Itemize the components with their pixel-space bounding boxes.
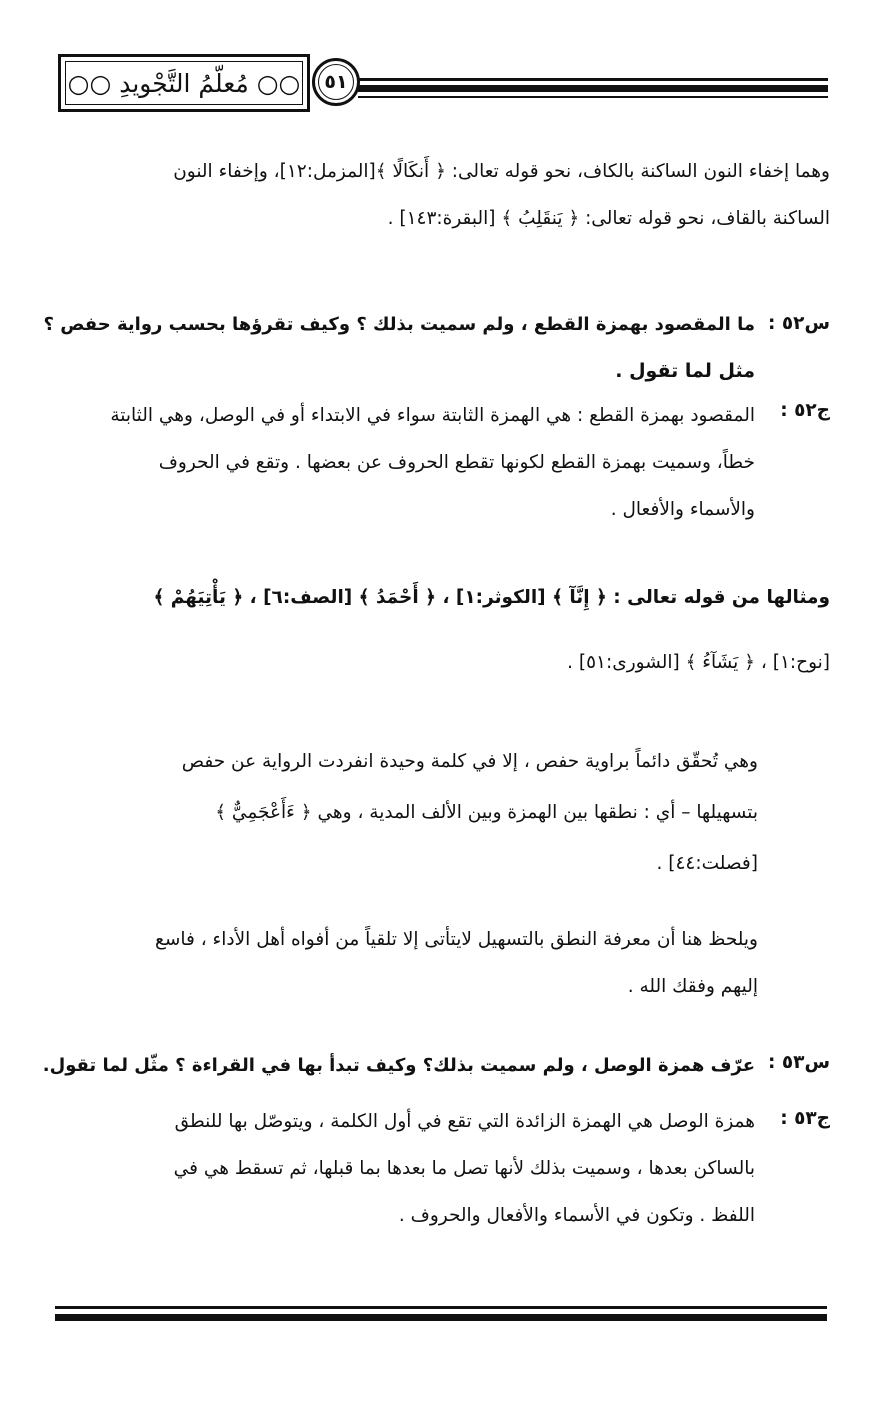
hafs-note-line-3: [فصلت:٤٤] . <box>656 853 758 874</box>
q52-label: س٥٢ : <box>768 313 830 334</box>
a53-line-2: بالساكن بعدها ، وسميت بذلك لأنها تصل ما بعدها بما قبلها، ثم تسقط هي في <box>173 1158 755 1179</box>
hafs-note-line-1: وهي تُحقّق دائماً براوية حفص ، إلا في كلمة وحيدة انفردت الرواية عن حفص <box>181 751 758 772</box>
a52-line-2: خطاً، وسميت بهمزة القطع لكونها تقطع الحروف عن بعضها . وتقع في الحروف <box>158 452 755 473</box>
book-title-frame <box>58 54 310 112</box>
remark-paragraph <box>43 916 758 1010</box>
q52-question <box>43 301 755 395</box>
hafs-note-line-2: بتسهيلها – أي : نطقها بين الهمزة وبين الألف المدية ، وهي ﴿ ءَأَعْجَمِيٌّ ﴾ <box>215 802 758 823</box>
header-rule <box>358 78 828 81</box>
a52-line-1: المقصود بهمزة القطع : هي الهمزة الثابتة سواء في الابتداء أو في الوصل، وهي الثابتة <box>110 405 755 426</box>
q52-line-1: ما المقصود بهمزة القطع ، ولم سميت بذلك ؟ وكيف تقرؤها بحسب رواية حفص ؟ <box>43 314 755 335</box>
remark-line-1: ويلحظ هنا أن معرفة النطق بالتسهيل لايتأتى إلا تلقياً من أفواه أهل الأداء ، فاسع <box>154 929 758 950</box>
footer-rule-thin <box>55 1306 827 1309</box>
a52-line-3: والأسماء والأفعال . <box>610 499 755 520</box>
header-rule-thin <box>358 96 828 98</box>
a52-answer <box>43 392 755 533</box>
header-rule-thick <box>358 85 828 92</box>
page-number: ٥١ <box>324 71 348 93</box>
hafs-note-paragraph <box>43 738 758 887</box>
a52-label: ج٥٢ : <box>780 400 830 421</box>
a53-answer <box>43 1098 755 1239</box>
examples-line-2: [نوح:١] ، ﴿ يَشَآءُ ﴾ [الشورى:٥١] . <box>567 652 830 673</box>
q53-question <box>43 1042 755 1089</box>
q52-line-2: مثل لما تقول . <box>615 360 755 382</box>
page-number-badge <box>312 58 360 106</box>
q53-line-1: عرّف همزة الوصل ، ولم سميت بذلك؟ وكيف تبدأ بها في القراءة ؟ مثّل لما تقول. <box>42 1055 755 1076</box>
footer-rule-thick <box>55 1314 827 1321</box>
examples-paragraph <box>45 574 830 686</box>
intro-line-1: وهما إخفاء النون الساكنة بالكاف، نحو قوله تعالى: ﴿ أَنكَالًا ﴾[المزمل:١٢]، وإخفاء النون <box>173 161 830 182</box>
a53-line-1: همزة الوصل هي الهمزة الزائدة التي تقع في أول الكلمة ، ويتوصّل بها للنطق <box>174 1111 755 1132</box>
q53-label: س٥٣ : <box>768 1052 830 1073</box>
book-title: ○○ مُعلّمُ التَّجْويدِ ○○ <box>67 68 301 98</box>
intro-paragraph <box>45 148 830 242</box>
remark-line-2: إليهم وفقك الله . <box>627 976 758 997</box>
examples-line-1: ومثالها من قوله تعالى : ﴿ إِنَّآ ﴾ [الكوثر:١] ، ﴿ أَحْمَدُ ﴾ [الصف:٦] ، ﴿ يَأْتِيَهُمْ ﴾ <box>153 587 830 608</box>
a53-line-3: اللفظ . وتكون في الأسماء والأفعال والحروف . <box>398 1205 755 1226</box>
intro-line-2: الساكنة بالقاف، نحو قوله تعالى: ﴿ يَنقَلِبُ ﴾ [البقرة:١٤٣] . <box>387 208 830 229</box>
a53-label: ج٥٣ : <box>780 1108 830 1129</box>
